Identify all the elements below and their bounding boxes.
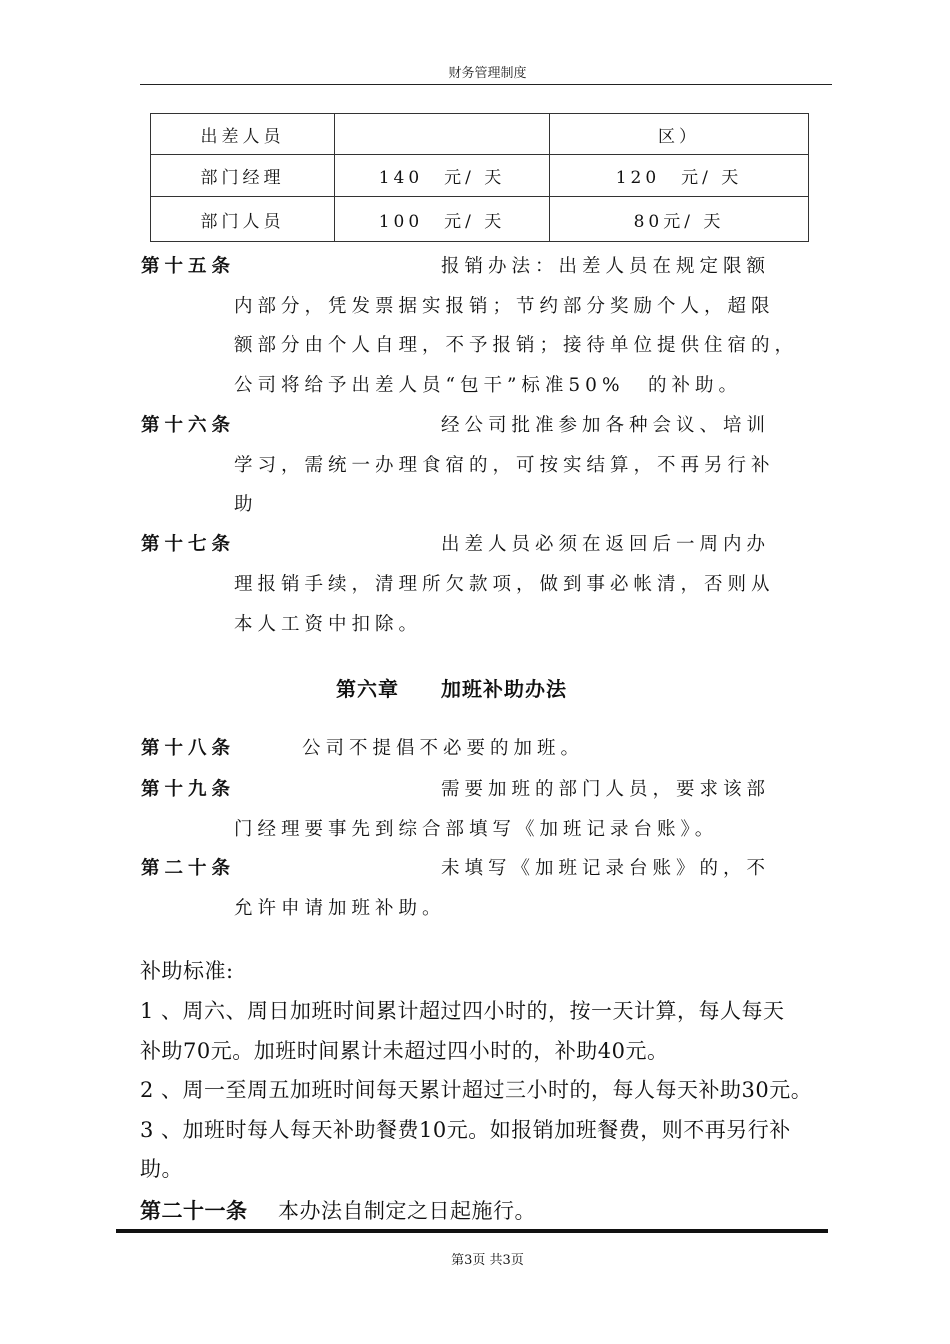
subsidy-line-4: 3 、加班时每人每天补助餐费10元。如报销加班餐费，则不再另行补 — [140, 1118, 791, 1142]
table-row — [151, 155, 809, 197]
article-15-line-2: 内部分，凭发票据实报销；节约部分奖励个人，超限 — [234, 296, 775, 317]
article-18-line-1: 公司不提倡不必要的加班。 — [302, 738, 585, 759]
article-20-label: 第二十条 — [141, 858, 236, 879]
article-21-text: 本办法自制定之日起施行。 — [278, 1199, 536, 1223]
page-header-title: 财务管理制度 — [448, 66, 527, 81]
table-row — [151, 197, 809, 242]
allowance-table — [150, 113, 809, 242]
article-17-label: 第十七条 — [141, 534, 236, 555]
article-19-line-2: 门经理要事先到综合部填写《加班记录台账》。 — [234, 819, 719, 840]
subsidy-line-5: 助。 — [140, 1157, 183, 1181]
table-cell: 100 元/ 天 — [335, 197, 550, 242]
page-number: 第3页 共3页 — [451, 1253, 524, 1268]
footer-rule — [116, 1229, 828, 1233]
table-cell: 部门经理 — [151, 155, 335, 197]
subsidy-line-2: 补助70元。加班时间累计未超过四小时的，补助40元。 — [140, 1039, 669, 1063]
article-15-label: 第十五条 — [141, 256, 236, 277]
subsidy-heading: 补助标准: — [140, 959, 234, 983]
table-cell: 80元/ 天 — [550, 197, 809, 242]
table-cell — [335, 114, 550, 155]
article-17-line-1: 出差人员必须在返回后一周内办 — [441, 534, 771, 555]
article-21-label: 第二十一条 — [140, 1198, 248, 1223]
table-cell: 部门人员 — [151, 197, 335, 242]
table-row — [151, 114, 809, 155]
article-16-line-3: 助 — [234, 494, 258, 515]
article-15-line-3: 额部分由个人自理，不予报销；接待单位提供住宿的， — [234, 335, 799, 356]
article-19-line-1: 需要加班的部门人员，要求该部 — [441, 779, 771, 800]
chapter-title: 第六章 加班补助办法 — [336, 677, 567, 701]
article-18-label: 第十八条 — [141, 738, 236, 759]
article-15-line-4: 公司将给予出差人员“包干”标准50% 的补助。 — [234, 375, 743, 396]
table-cell: 140 元/ 天 — [335, 155, 550, 197]
article-16-line-2: 学习，需统一办理食宿的，可按实结算，不再另行补 — [234, 455, 775, 476]
header-rule — [140, 84, 832, 85]
article-15-line-1: 报销办法：出差人员在规定限额 — [441, 256, 771, 277]
article-20-line-1: 未填写《加班记录台账》的，不 — [441, 858, 771, 879]
article-17-line-3: 本人工资中扣除。 — [234, 614, 423, 635]
article-17-line-2: 理报销手续，清理所欠款项，做到事必帐清，否则从 — [234, 574, 775, 595]
table-cell: 120 元/ 天 — [550, 155, 809, 197]
article-16-label: 第十六条 — [141, 415, 236, 436]
article-20-line-2: 允许申请加班补助。 — [234, 898, 446, 919]
subsidy-line-1: 1 、周六、周日加班时间累计超过四小时的，按一天计算，每人每天 — [140, 999, 785, 1023]
subsidy-line-3: 2 、周一至周五加班时间每天累计超过三小时的，每人每天补助30元。 — [140, 1078, 813, 1102]
table-cell: 区） — [550, 114, 809, 155]
article-19-label: 第十九条 — [141, 779, 236, 800]
article-16-line-1: 经公司批准参加各种会议、培训 — [441, 415, 771, 436]
table-cell: 出差人员 — [151, 114, 335, 155]
